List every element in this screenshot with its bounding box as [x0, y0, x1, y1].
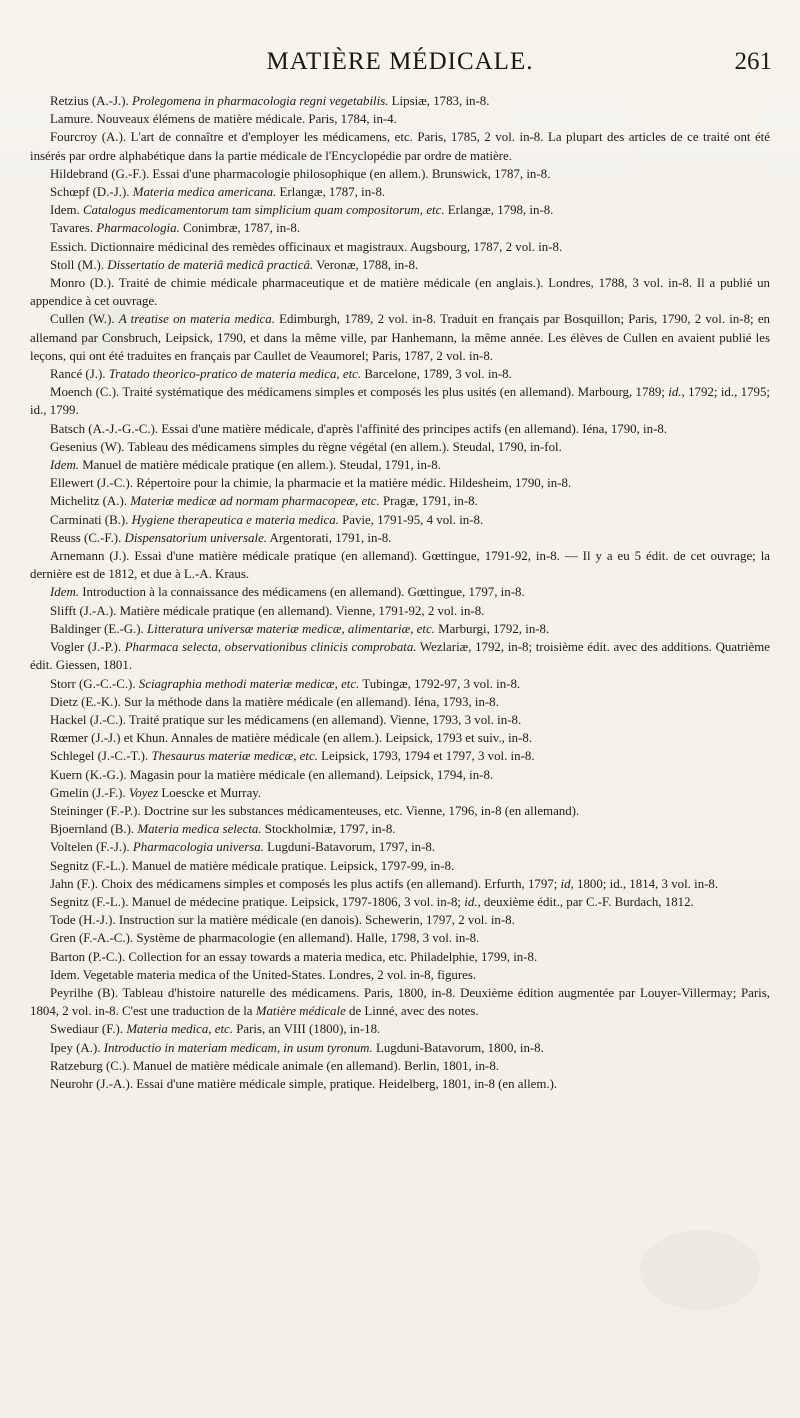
bibliography-entry	[30, 438, 770, 456]
entry-text: Stockholmiæ, 1797, in-8.	[261, 822, 396, 837]
bibliography-entry	[30, 893, 770, 911]
entry-text: Gren (F.-A.-C.). Système de pharmacologie (en allemand). Halle, 1798, 3 vol. in-8.	[50, 931, 480, 946]
bibliography-entry	[30, 128, 770, 164]
entry-text: Ipey (A.).	[50, 1040, 104, 1055]
bibliography-entry	[30, 1020, 770, 1038]
entry-title-italic: Matière médicale	[255, 1004, 346, 1019]
entry-text: Lamure. Nouveaux élémens de matière médicale. Paris, 1784, in-4.	[50, 112, 397, 127]
entry-text: Gesenius (W). Tableau des médicamens simples du règne végétal (en allem.). Steudal, 1790, in-fol.	[50, 439, 562, 454]
bibliography-entry	[30, 183, 770, 201]
bibliography-entry	[30, 838, 770, 856]
entry-title-italic: Tratado theorico-pratico de materia medica, etc.	[108, 367, 362, 382]
entry-title-italic: Idem.	[50, 458, 79, 473]
bibliography-entry	[30, 638, 770, 674]
bibliography-entry	[30, 875, 770, 893]
entry-title-italic: A treatise on materia medica.	[118, 312, 275, 327]
bibliography-entry	[30, 966, 770, 984]
entry-text: Segnitz (F.-L.). Manuel de matière médicale pratique. Leipsick, 1797-99, in-8.	[50, 858, 455, 873]
bibliography-entry	[30, 711, 770, 729]
entry-title-italic: id.	[668, 385, 682, 400]
bibliography-entry	[30, 911, 770, 929]
entry-text: Arnemann (J.). Essai d'une matière médicale pratique (en allemand). Gœttingue, 1791-92, in-8. — Il y a eu 5 édit. de cet ouvrage; la dernière est de 1812, et due à L.-A. Kraus.	[30, 549, 770, 582]
bibliography-list	[30, 92, 770, 1093]
entry-text: Slifft (J.-A.). Matière médicale pratique (en allemand). Vienne, 1791-92, 2 vol. in-8.	[50, 603, 485, 618]
entry-text: Lugduni-Batavorum, 1797, in-8.	[263, 840, 436, 855]
entry-text: Neurohr (J.-A.). Essai d'une matière médicale simple, pratique. Heidelberg, 1801, in-8 (en allem.).	[50, 1076, 558, 1091]
entry-title-italic: Introductio in materiam medicam, in usum tyronum.	[103, 1040, 373, 1055]
entry-title-italic: Prolegomena in pharmacologia regni vegetabilis.	[131, 94, 389, 108]
entry-text: Leipsick, 1793, 1794 et 1797, 3 vol. in-8.	[317, 749, 535, 764]
entry-text: Schœpf (D.-J.).	[50, 185, 133, 200]
entry-text: Retzius (A.-J.).	[50, 94, 132, 108]
bibliography-entry	[30, 511, 770, 529]
entry-text: Marburgi, 1792, in-8.	[434, 621, 550, 636]
bibliography-entry	[30, 165, 770, 183]
entry-text: Tubingæ, 1792-97, 3 vol. in-8.	[359, 676, 521, 691]
entry-title-italic: Catalogus medicamentorum tam simplicium quam compositorum, etc.	[82, 203, 445, 218]
bibliography-entry	[30, 110, 770, 128]
entry-text: Carminati (B.).	[50, 512, 132, 527]
entry-title-italic: Pharmacologia universa.	[132, 840, 264, 855]
entry-text: Pavie, 1791-95, 4 vol. in-8.	[338, 512, 484, 527]
entry-text: Hackel (J.-C.). Traité pratique sur les médicamens (en allemand). Vienne, 1793, 3 vol. in-8.	[50, 712, 522, 727]
bibliography-entry	[30, 547, 770, 583]
bibliography-entry	[30, 256, 770, 274]
entry-text: Monro (D.). Traité de chimie médicale pharmaceutique et de matière médicale (en anglais.). Londres, 1788, 3 vol. in-8. Il a publié un appendice à cet ouvrage.	[30, 276, 770, 309]
entry-text: Voltelen (F.-J.).	[50, 840, 133, 855]
page-number: 261	[734, 48, 772, 75]
entry-text: Veronæ, 1788, in-8.	[313, 257, 419, 272]
bibliography-entry	[30, 456, 770, 474]
bibliography-entry	[30, 383, 770, 419]
bibliography-entry	[30, 948, 770, 966]
entry-text: Baldinger (E.-G.).	[50, 621, 148, 636]
entry-text: Manuel de matière médicale pratique (en allem.). Steudal, 1791, in-8.	[79, 458, 441, 473]
entry-text: Lugduni-Batavorum, 1800, in-8.	[372, 1040, 544, 1055]
entry-text: Essich. Dictionnaire médicinal des remèdes officinaux et magistraux. Augsbourg, 1787, 2 vol. in-8.	[50, 239, 563, 254]
entry-text: Tavares.	[50, 221, 97, 236]
entry-text: , 1800; id., 1814, 3 vol. in-8.	[570, 876, 719, 891]
bibliography-entry	[30, 492, 770, 510]
bibliography-entry	[30, 420, 770, 438]
entry-title-italic: Dissertatio de materiâ medicâ practicâ.	[107, 257, 314, 272]
entry-text: Batsch (A.-J.-G.-C.). Essai d'une matière médicale, d'après l'affinité des principes actifs (en allemand). Iéna, 1790, in-8.	[50, 421, 668, 436]
bibliography-entry	[30, 474, 770, 492]
bibliography-entry	[30, 201, 770, 219]
entry-title-italic: Voyez	[128, 785, 159, 800]
entry-text: Steininger (F.-P.). Doctrine sur les substances médicamenteuses, etc. Vienne, 1796, in-8 (en allemand).	[50, 803, 580, 818]
entry-title-italic: Hygiene therapeutica e materia medica.	[131, 512, 339, 527]
bibliography-entry	[30, 784, 770, 802]
entry-text: Lipsiæ, 1783, in-8.	[388, 94, 490, 108]
bibliography-entry	[30, 583, 770, 601]
entry-text: , 1792; id., 1795; id., 1799.	[30, 385, 770, 418]
entry-text: Erlangæ, 1787, in-8.	[276, 185, 386, 200]
entry-text: Michelitz (A.).	[50, 494, 131, 509]
running-title: MATIÈRE MÉDICALE.	[266, 48, 534, 75]
entry-text: Peyrilhe (B). Tableau d'histoire naturelle des médicamens. Paris, 1800, in-8. Deuxième édition augmentée par Louyer-Villermay; Paris, 1804, 2 vol. in-8. C'est une traduction de la	[30, 985, 770, 1019]
bibliography-entry	[30, 529, 770, 547]
entry-text: Tode (H.-J.). Instruction sur la matière médicale (en danois). Schewerin, 1797, 2 vol. in-8.	[50, 913, 515, 928]
entry-text: Edimburgh, 1789, 2 vol. in-8. Traduit en français par Bosquillon; Paris, 1790, 2 vol. in-8; en allemand par Consbruch, Leipsick, 1790, et dans la même ville, par Hanhemann, la même année. Les élèves de Cullen en avaient publié les leçons, qui ont été traduites en français par Caullet de Veaumorel; Paris, 1787, 2 vol. in-8.	[30, 312, 770, 363]
entry-text: Segnitz (F.-L.). Manuel de médecine pratique. Leipsick, 1797-1806, 3 vol. in-8;	[50, 894, 465, 909]
bibliography-entry	[30, 820, 770, 838]
entry-title-italic: id.	[464, 894, 478, 909]
bibliography-entry	[30, 274, 770, 310]
bibliography-entry	[30, 92, 770, 110]
entry-text: Ellewert (J.-C.). Répertoire pour la chimie, la pharmacie et la matière médic. Hildesheim, 1790, in-8.	[50, 476, 572, 491]
entry-title-italic: id	[560, 876, 571, 891]
entry-title-italic: Materia medica, etc.	[126, 1022, 233, 1037]
entry-title-italic: Materiæ medicæ ad normam pharmacopeæ, etc.	[130, 494, 380, 509]
bibliography-entry	[30, 238, 770, 256]
entry-text: Jahn (F.). Choix des médicamens simples et composés les plus actifs (en allemand). Erfurth, 1797;	[50, 876, 561, 891]
entry-title-italic: Dispensatorium universale.	[124, 530, 268, 545]
entry-title-italic: Pharmacologia.	[96, 221, 180, 236]
bibliography-entry	[30, 929, 770, 947]
bibliography-entry	[30, 747, 770, 765]
entry-text: Swediaur (F.).	[50, 1022, 127, 1037]
entry-text: Bjoernland (B.).	[50, 822, 138, 837]
entry-text: Pragæ, 1791, in-8.	[379, 494, 478, 509]
bibliography-entry	[30, 693, 770, 711]
entry-text: Idem.	[50, 203, 83, 218]
bibliography-entry	[30, 857, 770, 875]
entry-text: , deuxième édit., par C.-F. Burdach, 1812.	[477, 894, 694, 909]
entry-text: Stoll (M.).	[50, 257, 108, 272]
bibliography-entry	[30, 1057, 770, 1075]
entry-title-italic: Materia medica selecta.	[137, 822, 262, 837]
bibliography-entry	[30, 729, 770, 747]
entry-title-italic: Idem.	[50, 585, 79, 600]
entry-title-italic: Litteratura universæ materiæ medicæ, alimentariæ, etc.	[147, 621, 435, 636]
entry-title-italic: Materia medica americana.	[132, 185, 277, 200]
entry-text: Barcelone, 1789, 3 vol. in-8.	[361, 367, 512, 382]
entry-text: Loescke et Murray.	[158, 785, 262, 800]
entry-text: Rancé (J.).	[50, 367, 109, 382]
entry-text: Conimbræ, 1787, in-8.	[179, 221, 301, 236]
entry-text: Schlegel (J.-C.-T.).	[50, 749, 152, 764]
entry-text: Storr (G.-C.-C.).	[50, 676, 139, 691]
bibliography-entry	[30, 219, 770, 237]
entry-text: Fourcroy (A.). L'art de connaître et d'employer les médicamens, etc. Paris, 1785, 2 vol. in-8. La plupart des articles de ce traité ont été insérés par ordre alphabétique dans la partie médicale de l'Encyclopédie par ordre de matière.	[30, 130, 770, 163]
entry-text: Gmelin (J.-F.).	[50, 785, 129, 800]
entry-text: Kuern (K.-G.). Magasin pour la matière médicale (en allemand). Leipsick, 1794, in-8.	[50, 767, 494, 782]
bibliography-entry	[30, 802, 770, 820]
bibliography-entry	[30, 620, 770, 638]
bibliography-entry	[30, 1039, 770, 1057]
bibliography-entry	[30, 602, 770, 620]
bibliography-entry	[30, 675, 770, 693]
entry-title-italic: Sciagraphia methodi materiæ medicæ, etc.	[138, 676, 360, 691]
entry-text: Rœmer (J.-J.) et Khun. Annales de matière médicale (en allem.). Leipsick, 1793 et suiv., in-8.	[50, 731, 533, 746]
entry-text: Barton (P.-C.). Collection for an essay towards a materia medica, etc. Philadelphie, 1799, in-8.	[50, 949, 538, 964]
entry-text: Erlangæ, 1798, in-8.	[444, 203, 554, 218]
entry-text: Wezlariæ, 1792, in-8; troisième édit. avec des additions. Quatrième édit. Giessen, 1801.	[30, 640, 770, 673]
entry-text: Argentorati, 1791, in-8.	[267, 530, 392, 545]
bibliography-entry	[30, 1075, 770, 1093]
bibliography-entry	[30, 310, 770, 365]
bibliography-entry	[30, 766, 770, 784]
entry-text: de Linné, avec des notes.	[345, 1004, 479, 1019]
entry-text: Idem. Vegetable materia medica of the United-States. Londres, 2 vol. in-8, figures.	[50, 967, 477, 982]
bibliography-entry	[30, 365, 770, 383]
entry-text: Reuss (C.-F.).	[50, 530, 125, 545]
entry-text: Hildebrand (G.-F.). Essai d'une pharmacologie philosophique (en allem.). Brunswick, 1787, in-8.	[50, 166, 551, 181]
entry-text: Paris, an VIII (1800), in-18.	[232, 1022, 381, 1037]
entry-text: Introduction à la connaissance des médicamens (en allemand). Gœttingue, 1797, in-8.	[79, 585, 525, 600]
entry-text: Moench (C.). Traité systématique des médicamens simples et composés les plus usités (en allemand). Marbourg, 1789;	[50, 385, 669, 400]
entry-text: Vogler (J.-P.).	[50, 640, 125, 655]
entry-text: Ratzeburg (C.). Manuel de matière médicale animale (en allemand). Berlin, 1801, in-8.	[50, 1058, 499, 1073]
entry-text: Cullen (W.).	[50, 312, 119, 327]
entry-title-italic: Pharmaca selecta, observationibus clinicis comprobata.	[124, 640, 417, 655]
entry-title-italic: Thesaurus materiæ medicæ, etc.	[151, 749, 318, 764]
entry-text: Dietz (E.-K.). Sur la méthode dans la matière médicale (en allemand). Iéna, 1793, in-8.	[50, 694, 499, 709]
paper-stain	[640, 1230, 760, 1310]
page-header	[28, 48, 772, 88]
bibliography-entry	[30, 984, 770, 1020]
